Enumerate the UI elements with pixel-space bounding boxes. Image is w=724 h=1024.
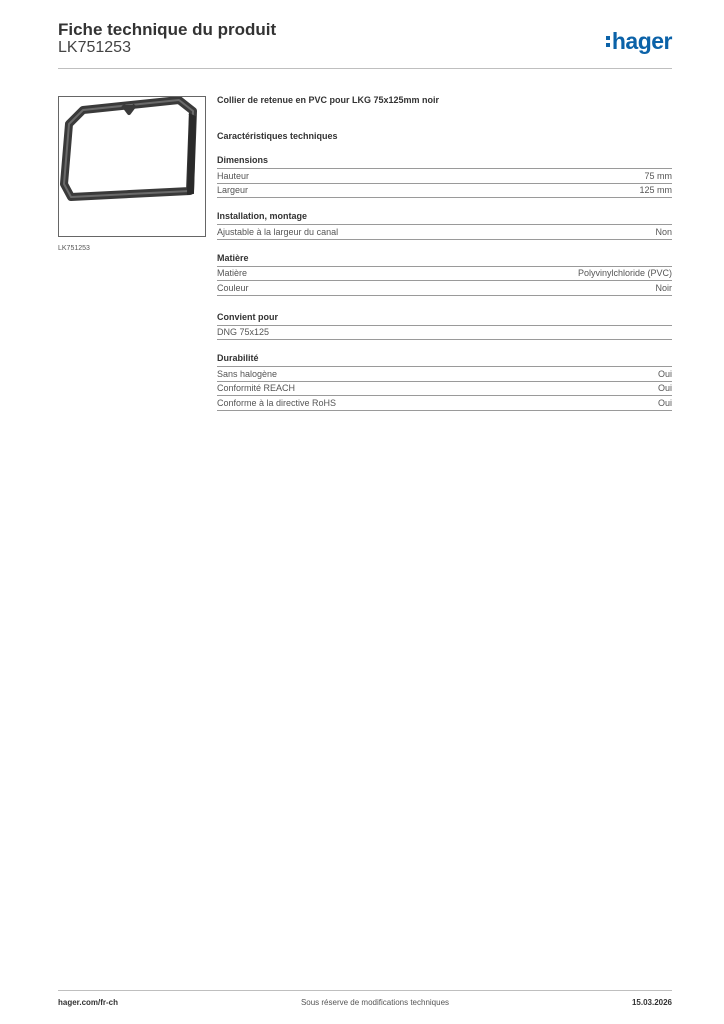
product-description: Collier de retenue en PVC pour LKG 75x125mm noir	[217, 95, 440, 105]
cable-retaining-clip-icon	[59, 97, 205, 236]
spec-value: Oui	[657, 397, 672, 408]
spec-row	[217, 382, 672, 397]
spec-label: Matière	[217, 268, 248, 279]
spec-label: Sans halogène	[217, 368, 278, 379]
hager-logo	[606, 28, 672, 55]
spec-value: Polyvinylchloride (PVC)	[577, 268, 672, 279]
spec-label: Couleur	[217, 282, 249, 293]
product-image	[58, 96, 206, 237]
page-title: Fiche technique du produit	[58, 20, 277, 39]
spec-label: Conforme à la directive RoHS	[217, 397, 337, 408]
spec-group-material	[217, 253, 672, 296]
spec-group-title: Installation, montage	[217, 211, 672, 225]
spec-group-title: Convient pour	[217, 312, 672, 326]
spec-group-dimensions	[217, 155, 672, 198]
logo-text: hager	[611, 28, 672, 54]
spec-group-installation	[217, 211, 672, 240]
spec-group-title: Dimensions	[217, 155, 672, 169]
spec-label: DNG 75x125	[217, 327, 270, 338]
spec-group-durability	[217, 353, 672, 411]
spec-row	[217, 281, 672, 296]
footer-divider	[58, 990, 672, 991]
spec-label: Hauteur	[217, 170, 250, 181]
spec-label: Conformité REACH	[217, 383, 296, 394]
spec-row	[217, 267, 672, 282]
header-divider	[58, 68, 672, 69]
spec-group-compatible	[217, 312, 672, 341]
spec-value: 75 mm	[644, 170, 672, 181]
spec-row	[217, 367, 672, 382]
logo-dots-icon	[606, 36, 610, 47]
characteristics-heading: Caractéristiques techniques	[217, 131, 338, 141]
spec-row	[217, 184, 672, 199]
spec-value: Oui	[657, 383, 672, 394]
page-footer	[58, 998, 672, 1007]
spec-label: Largeur	[217, 185, 249, 196]
image-caption: LK751253	[58, 245, 90, 252]
spec-row	[217, 169, 672, 184]
spec-label: Ajustable à la largeur du canal	[217, 226, 339, 237]
spec-value: 125 mm	[639, 185, 672, 196]
footer-date: 15.03.2026	[631, 998, 672, 1007]
spec-value: Non	[655, 226, 672, 237]
footer-website: hager.com/fr-ch	[58, 998, 119, 1007]
spec-row	[217, 225, 672, 240]
footer-disclaimer: Sous réserve de modifications techniques	[300, 998, 450, 1007]
spec-group-title: Matière	[217, 253, 672, 267]
spec-content	[217, 95, 672, 424]
spec-value: Noir	[655, 282, 672, 293]
spec-row	[217, 396, 672, 411]
spec-row	[217, 326, 672, 341]
spec-value: Oui	[657, 368, 672, 379]
spec-group-title: Durabilité	[217, 353, 672, 367]
product-reference: LK751253	[58, 39, 131, 56]
